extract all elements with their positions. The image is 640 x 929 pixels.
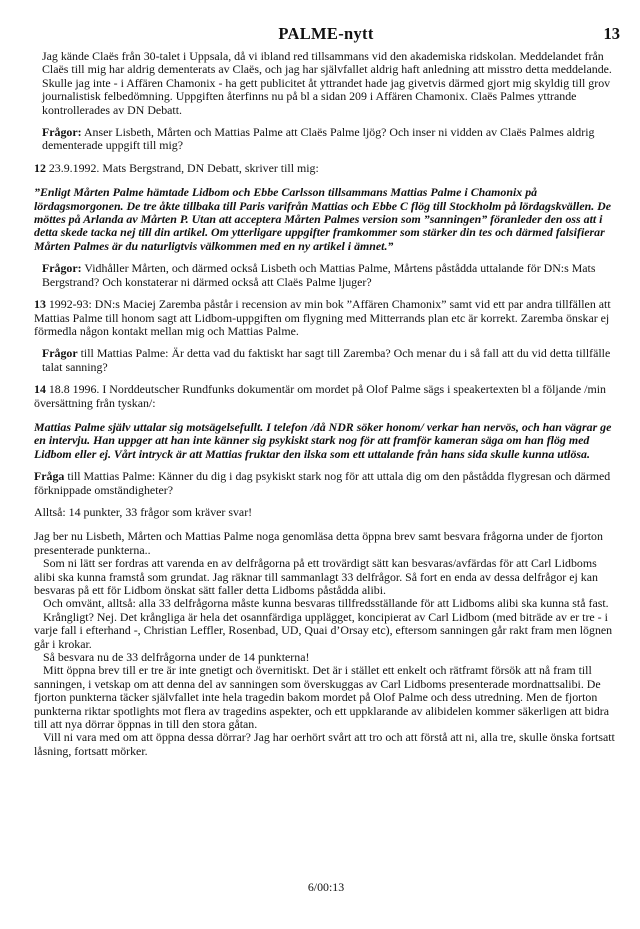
item-14 [34,383,618,410]
question-label: Fråga [34,469,65,484]
item-text: 18.8 1996. I Norddeutscher Rundfunks dokumentär om mordet på Olof Palme sägs i speakertexten bl a följande /min översättning från tyskan/: [34,382,606,410]
page-number: 13 [603,24,620,43]
question-block-3 [34,347,618,374]
closing-paragraph: Vill ni vara med om att öppna dessa dörrar? Jag har oerhört svårt att tro och att förstå att ni, alla tre, skulle önska fortsatt låsning, fortsatt mörker. [34,730,615,758]
question-text: Anser Lisbeth, Mårten och Mattias Palme att Claës Palme ljög? Och inser ni vidden av Claës Palmes aldrig dementerade uppgift till mig? [42,125,595,153]
question-block-1 [34,126,618,153]
question-label: Frågor [42,346,78,361]
newsletter-title: PALME-nytt [278,24,374,43]
item-number: 13 [34,297,46,312]
item-13 [34,298,618,338]
closing-paragraph: Mitt öppna brev till er tre är inte gnetigt och övernitiskt. Det är i stället ett enkelt och rätframt försök att nå fram till sanningen, i vetskap om att denna del av sanningen som överskuggas av Carl Lidboms presenterade mordnattsalibi. De fjorton punkterna täcker självfallet inte hela tragedin bakom mordet på Olof Palme och dess utredning. Men de fjorton punkterna riktar spotlights mot flera av tragedins aspekter, och ett uppklarande av alibidelen kommer säkerligen att bidra till att nya dörrar öppnas in till den stora gåtan. [34,663,610,732]
document-page [34,22,618,912]
question-text: till Mattias Palme: Är detta vad du faktiskt har sagt till Zaremba? Och menar du i så fall att du vid detta tillfälle talat sanning? [42,346,611,374]
question-label: Frågor: [42,261,82,276]
closing-paragraph: Jag ber nu Lisbeth, Mårten och Mattias Palme noga genomläsa detta öppna brev samt besvara frågorna under de fjorton presenterade punkterna.. [34,529,603,557]
item-14-quote: Mattias Palme själv uttalar sig motsägelsefullt. I telefon /då NDR söker honom/ verkar han nervös, och han vägrar ge en intervju. Han uppger att han inte känner sig psykiskt stark nog för att framför kameran säga om han flög med Lidbom eller ej. Vårt intryck är att Mattias fruktar den ilska som ett uttalande från hans sida skulle kunna utlösa. [34,419,612,461]
closing-letter [34,530,618,758]
page-header [34,22,618,50]
item-text: 1992-93: DN:s Maciej Zaremba påstår i recension av min bok ”Affären Chamonix” samt vid ett par andra tillfällen att Mattias Palme till honom sagt att Lidbom-uppgiften om flygning med Mitterrands plan etc är korrekt. Zaremba önskar ej förmedla någon kontakt mellan mig och Mattias Palme. [34,297,611,338]
closing-paragraph: Som ni lätt ser fordras att varenda en av delfrågorna på ett trovärdigt sätt kan besvaras/avfärdas för att Carl Lidboms alibi ska kunna framstå som grundat. Jag räknar till sammanlagt 33 delfrågor. Så fort en enda av dessa delfrågor ej kan besvaras på ett för Lidbom önskat sätt faller detta Lidboms påstådda alibi. [34,556,598,597]
question-text: Vidhåller Mårten, och därmed också Lisbeth och Mattias Palme, Mårtens påstådda uttalande för DN:s Mats Bergstrand? Och konstaterar ni därmed också att Claës Palme ljuger? [42,261,596,289]
question-block-2 [34,262,618,289]
item-number: 12 [34,160,46,175]
summary-line: Alltså: 14 punkter, 33 frågor som kräver svar! [34,504,253,519]
item-text: 23.9.1992. Mats Bergstrand, DN Debatt, skriver till mig: [45,160,319,175]
item-12 [34,162,618,175]
closing-paragraph: Så besvara nu de 33 delfrågorna under de 14 punkterna! [43,650,310,665]
question-text: till Mattias Palme: Känner du dig i dag psykiskt stark nog för att uttala dig om den påstådda flygresan och därmed förknippade omständigheter? [34,469,611,497]
question-block-4 [34,470,618,497]
question-label: Frågor: [42,125,82,140]
item-12-quote: ”Enligt Mårten Palme hämtade Lidbom och Ebbe Carlsson tillsammans Mattias Palme i Chamonix på lördagsmorgonen. De tre åkte tillbaka till Paris varifrån Mattias och Ebbe C flög till Stockholm på lördagskvällen. De möttes på Arlanda av Mårten P. Utan att acceptera Mårten Palmes version som ”sanningen” föranleder den oss att i detta skede tacka nej till din artikel. Om ytterligare uppgifter framkommer som stärker din tes och därmed falsifierar Mårten Palmes är du naturligtvis välkommen med en ny artikel i ämnet.” [34,185,612,253]
closing-paragraph: Krångligt? Nej. Det krångliga är hela det osannfärdiga upplägget, koncipierat av Carl Lidbom (med biträde av er tre - i varje fall i efterhand -, Christian Leffler, Rosenbad, UD, Quai d’Orsay etc), eftersom sanningen går rakt fram men lögnen går i krokar. [34,609,613,651]
intro-paragraph: Jag kände Claës från 30-talet i Uppsala, då vi ibland red tillsammans vid den akademiska ridskolan. Meddelandet från Claës till mig har aldrig dementerats av Claës, och jag har självfallet aldrig haft anledning att misstro detta meddelande. Skulle jag inte - i Affären Chamonix - ha gett publicitet åt yttrandet hade jag givetvis därmed gjort mig skyldig till grov journalistisk felbedömning. Uppgiften återfinns nu på bl a sidan 209 i Affären Chamonix. Claës Palmes yttrande kontrollerades av DN Debatt. [42,49,612,117]
item-number: 14 [34,382,46,397]
page-footer: 6/00:13 [307,880,345,894]
closing-paragraph: Och omvänt, alltså: alla 33 delfrågorna måste kunna besvaras tillfredsställande för att Lidboms alibi ska kunna stå fast. [43,596,609,611]
